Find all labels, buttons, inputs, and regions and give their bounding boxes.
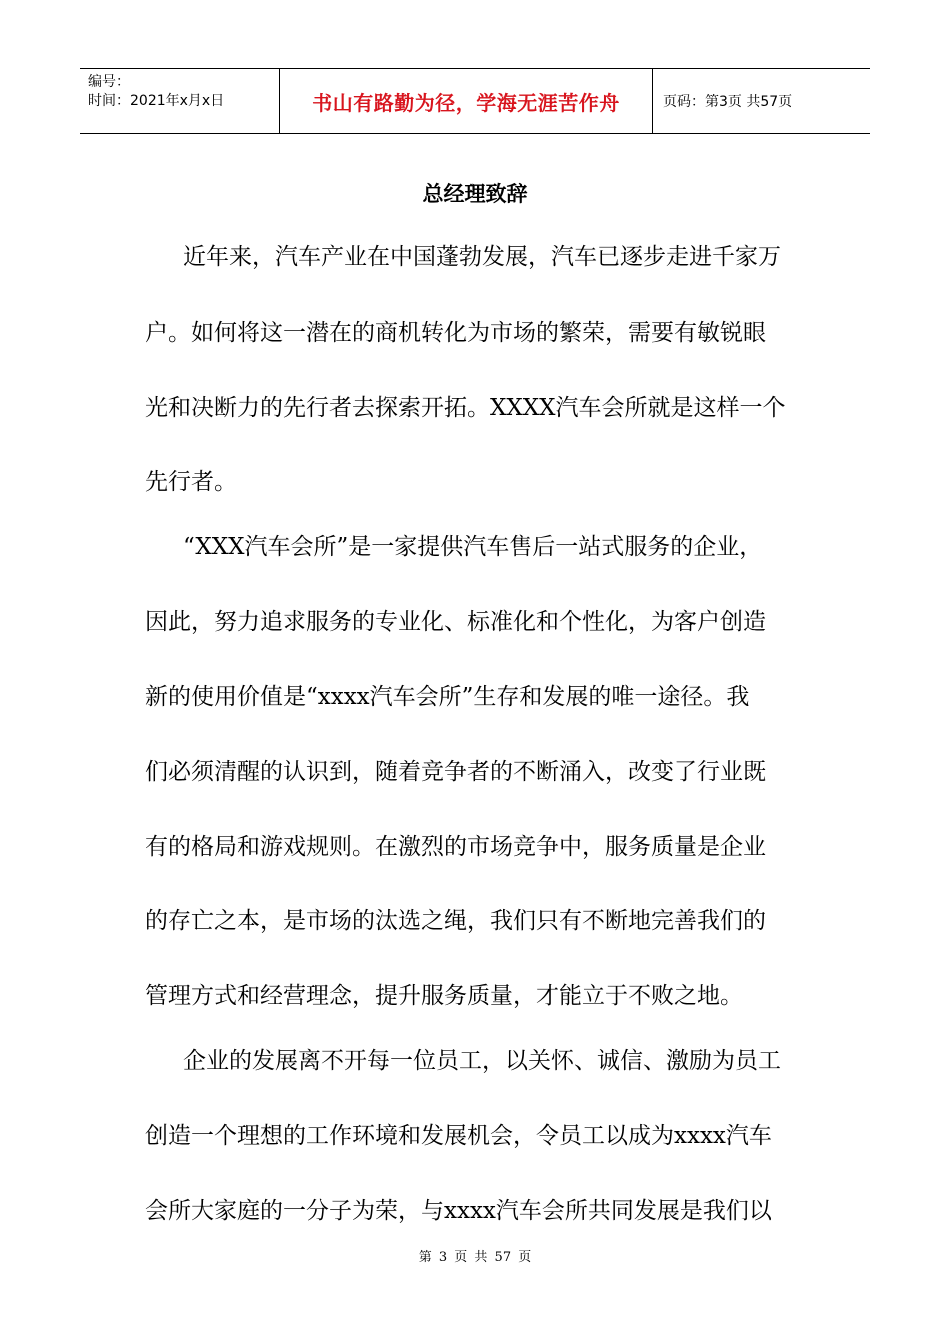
page-header <box>80 68 870 134</box>
body-line: 近年来，汽车产业在中国蓬勃发展，汽车已逐步走进千家万 <box>183 244 781 270</box>
body-line: 新的使用价值是“xxxx汽车会所”生存和发展的唯一途径。我 <box>145 684 750 710</box>
body-line: 的存亡之本，是市场的汰选之绳，我们只有不断地完善我们的 <box>145 908 766 934</box>
body-line: 有的格局和游戏规则。在激烈的市场竞争中，服务质量是企业 <box>145 834 766 860</box>
body-line: 企业的发展离不开每一位员工，以关怀、诚信、激励为员工 <box>183 1048 781 1074</box>
document-number-label: 编号： <box>88 74 130 90</box>
page-footer: 第 3 页 共 57 页 <box>418 1250 532 1265</box>
body-line: 会所大家庭的一分子为荣，与xxxx汽车会所共同发展是我们以 <box>145 1198 772 1224</box>
document-title: 总经理致辞 <box>422 182 528 206</box>
body-line: 光和决断力的先行者去探索开拓。XXXX汽车会所就是这样一个 <box>145 395 786 421</box>
body-line: 管理方式和经营理念，提升服务质量，才能立于不败之地。 <box>145 983 743 1009</box>
header-motto: 书山有路勤为径，学海无涯苦作舟 <box>280 69 653 133</box>
body-line: 户。如何将这一潜在的商机转化为市场的繁荣，需要有敏锐眼 <box>145 320 766 346</box>
header-page-info: 页码：第3页 共57页 <box>663 94 793 110</box>
body-line: 们必须清醒的认识到，随着竞争者的不断涌入，改变了行业既 <box>145 759 766 785</box>
header-meta <box>80 69 280 133</box>
body-line: 因此，努力追求服务的专业化、标准化和个性化，为客户创造 <box>145 609 766 635</box>
document-time: 时间：2021年x月x日 <box>88 93 225 109</box>
body-line: 先行者。 <box>145 469 237 495</box>
body-line: “XXX汽车会所”是一家提供汽车售后一站式服务的企业， <box>183 534 763 560</box>
body-line: 创造一个理想的工作环境和发展机会，令员工以成为xxxx汽车 <box>145 1123 772 1149</box>
